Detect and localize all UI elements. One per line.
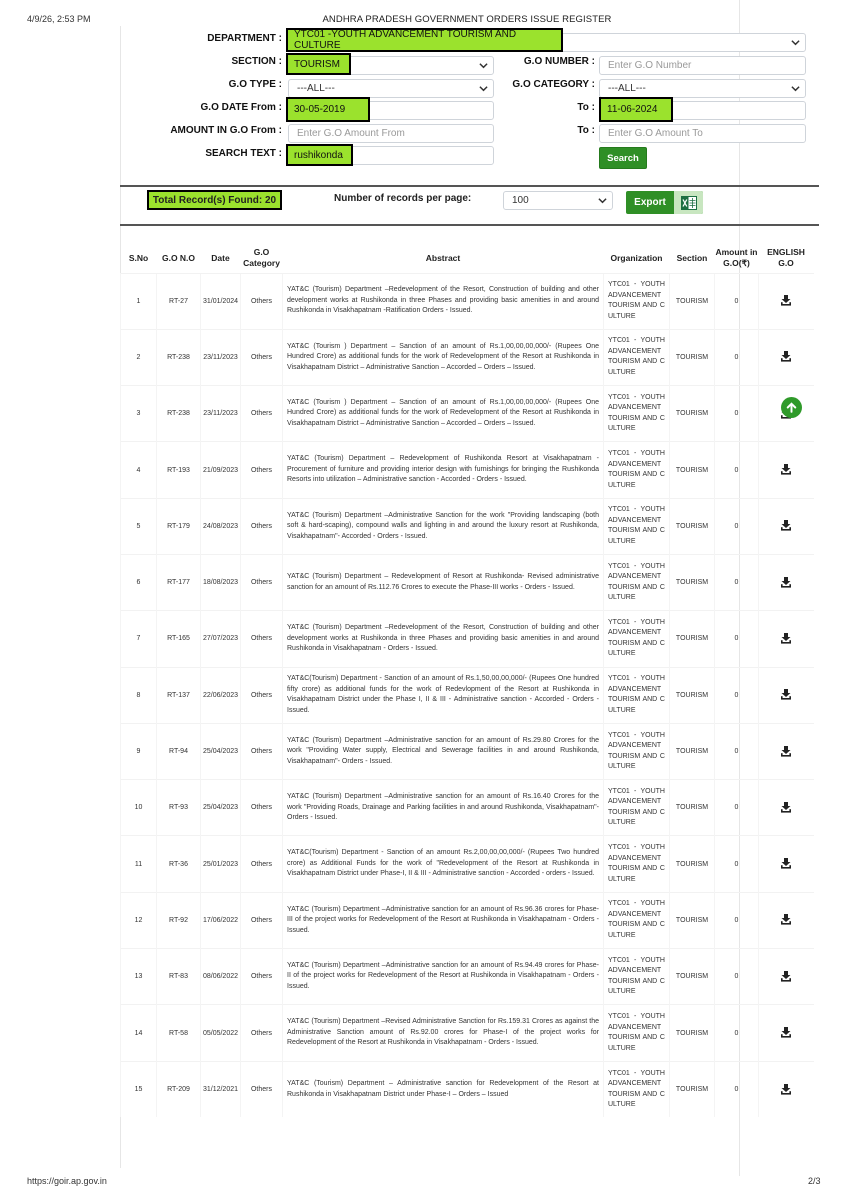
col-header-abstract: Abstract [425, 252, 461, 263]
cell-go-category: Others [241, 780, 283, 836]
cell-section: TOURISM [670, 329, 715, 385]
cell-sno: 10 [121, 780, 157, 836]
cell-go-no: RT-92 [157, 892, 201, 948]
cell-sno: 15 [121, 1061, 157, 1117]
cell-section: TOURISM [670, 723, 715, 779]
cell-date: 27/07/2023 [201, 611, 241, 667]
cell-date: 25/04/2023 [201, 723, 241, 779]
print-url: https://goir.ap.gov.in [27, 1176, 107, 1186]
cell-go-no: RT-36 [157, 836, 201, 892]
cell-english-go [759, 836, 814, 892]
download-icon[interactable] [780, 357, 792, 364]
cell-go-category: Others [241, 273, 283, 329]
cell-abstract: YAT&C (Tourism) Department –Redevelopment of the Resort, Construction of building and other development works at Rushikonda in three Phases and providing basic amenities in and around Rushikonda in Visakhapatnam - Orders - Issued. [283, 611, 604, 667]
col-header-organization: Organization [610, 252, 663, 263]
cell-abstract: YAT&C (Tourism ) Department – Sanction of an amount of Rs.1,00,00,00,000/- (Rupees One Hundred Crore) as additional funds for the work of Redevelopment of the Resort at Rushikonda in Visakhapatnam District – Administrative Sanction – Accorded – Orders – Issued. [283, 386, 604, 442]
cell-organization: YTC01 - YOUTH ADVANCEMENT TOURISM AND C ULTURE [604, 892, 670, 948]
cell-abstract: YAT&C (Tourism) Department –Administrative sanction for an amount of Rs.96.36 crores for Phase-III of the project works for Redevelopment of the Resort at Rushikonda in Visakhapatnam - Orders - Issued. [283, 892, 604, 948]
cell-section: TOURISM [670, 611, 715, 667]
cell-english-go [759, 723, 814, 779]
cell-section: TOURISM [670, 442, 715, 498]
cell-english-go [759, 892, 814, 948]
download-icon[interactable] [780, 583, 792, 590]
cell-english-go [759, 329, 814, 385]
table-row [121, 442, 814, 498]
cell-amount: 0 [715, 1061, 759, 1117]
download-icon[interactable] [780, 920, 792, 927]
col-header-go-no: G.O N.O [161, 252, 196, 263]
cell-go-category: Others [241, 554, 283, 610]
excel-icon [674, 191, 703, 214]
cell-amount: 0 [715, 442, 759, 498]
cell-sno: 14 [121, 1005, 157, 1061]
cell-english-go [759, 611, 814, 667]
table-row [121, 892, 814, 948]
cell-sno: 1 [121, 273, 157, 329]
cell-amount: 0 [715, 386, 759, 442]
go-category-value: ---ALL--- [608, 83, 646, 94]
cell-go-no: RT-93 [157, 780, 201, 836]
cell-english-go [759, 780, 814, 836]
table-row [121, 329, 814, 385]
cell-section: TOURISM [670, 1005, 715, 1061]
date-from-label: G.O DATE From : [200, 102, 282, 113]
cell-go-category: Others [241, 329, 283, 385]
cell-section: TOURISM [670, 554, 715, 610]
go-category-select[interactable] [599, 79, 806, 98]
cell-english-go [759, 667, 814, 723]
cell-abstract: YAT&C (Tourism ) Department – Sanction of an amount of Rs.1,00,00,00,000/- (Rupees One Hundred Crore) as additional funds for the work of Redevelopment of the Resort at Rushikonda in Visakhapatnam District – Administrative Sanction – Accorded – Orders – Issued. [283, 329, 604, 385]
cell-section: TOURISM [670, 836, 715, 892]
cell-go-category: Others [241, 836, 283, 892]
cell-go-no: RT-137 [157, 667, 201, 723]
export-label: Export [634, 197, 666, 208]
table-row [121, 1005, 814, 1061]
table-row [121, 949, 814, 1005]
cell-date: 23/11/2023 [201, 329, 241, 385]
cell-amount: 0 [715, 1005, 759, 1061]
export-button[interactable] [626, 191, 703, 214]
search-text-label: SEARCH TEXT : [205, 148, 282, 159]
page-title: ANDHRA PRADESH GOVERNMENT ORDERS ISSUE REGISTER [322, 14, 612, 25]
cell-section: TOURISM [670, 667, 715, 723]
date-from-value: 30-05-2019 [286, 97, 370, 122]
cell-section: TOURISM [670, 949, 715, 1005]
download-icon[interactable] [780, 864, 792, 871]
cell-amount: 0 [715, 611, 759, 667]
cell-english-go [759, 554, 814, 610]
cell-amount: 0 [715, 498, 759, 554]
cell-section: TOURISM [670, 386, 715, 442]
table-header-row [121, 244, 814, 273]
chevron-down-icon [791, 38, 800, 47]
go-type-label: G.O TYPE : [228, 79, 282, 90]
table-row [121, 554, 814, 610]
download-icon[interactable] [780, 808, 792, 815]
download-icon[interactable] [780, 526, 792, 533]
cell-english-go [759, 1005, 814, 1061]
download-icon[interactable] [780, 470, 792, 477]
cell-section: TOURISM [670, 892, 715, 948]
date-to-label: To : [577, 102, 595, 113]
cell-amount: 0 [715, 949, 759, 1005]
col-header-go-category: G.O Category [243, 247, 280, 269]
cell-amount: 0 [715, 723, 759, 779]
cell-sno: 11 [121, 836, 157, 892]
download-icon[interactable] [780, 752, 792, 759]
amount-to-input[interactable]: Enter G.O Amount To [599, 124, 806, 143]
cell-go-category: Others [241, 949, 283, 1005]
records-per-page-label: Number of records per page: [334, 193, 472, 204]
cell-organization: YTC01 - YOUTH ADVANCEMENT TOURISM AND C ULTURE [604, 273, 670, 329]
cell-english-go [759, 949, 814, 1005]
cell-sno: 12 [121, 892, 157, 948]
cell-go-category: Others [241, 611, 283, 667]
cell-section: TOURISM [670, 273, 715, 329]
print-datetime: 4/9/26, 2:53 PM [27, 14, 91, 24]
cell-abstract: YAT&C (Tourism) Department –Administrative sanction for an amount of Rs.94.49 crores for Phase-II of the project works for Redevelopment of the Resort at Rushikonda in Visakhapatnam - Orders - Issued. [283, 949, 604, 1005]
cell-sno: 8 [121, 667, 157, 723]
download-icon[interactable] [780, 977, 792, 984]
cell-section: TOURISM [670, 780, 715, 836]
cell-go-no: RT-238 [157, 329, 201, 385]
cell-abstract: YAT&C (Tourism) Department – Redevelopment of Resort at Rushikonda- Revised administrative sanction for an amount of Rs.112.76 Crores to execute the Phase-III works - Orders - Issued. [283, 554, 604, 610]
cell-go-no: RT-177 [157, 554, 201, 610]
cell-organization: YTC01 - YOUTH ADVANCEMENT TOURISM AND C ULTURE [604, 611, 670, 667]
amount-from-input[interactable]: Enter G.O Amount From [288, 124, 494, 143]
download-icon[interactable] [780, 1090, 792, 1097]
table-row [121, 723, 814, 779]
go-category-label: G.O CATEGORY : [512, 79, 595, 90]
cell-organization: YTC01 - YOUTH ADVANCEMENT TOURISM AND C ULTURE [604, 498, 670, 554]
cell-date: 25/04/2023 [201, 780, 241, 836]
cell-english-go [759, 442, 814, 498]
download-icon[interactable] [780, 1033, 792, 1040]
cell-organization: YTC01 - YOUTH ADVANCEMENT TOURISM AND C ULTURE [604, 442, 670, 498]
search-button[interactable]: Search [599, 147, 647, 169]
cell-organization: YTC01 - YOUTH ADVANCEMENT TOURISM AND C ULTURE [604, 836, 670, 892]
cell-abstract: YAT&C (Tourism) Department – Administrative sanction for Redevelopment of the Resort at Rushikonda in Visakhapatnam District under Phase-I – Orders – Issued [283, 1061, 604, 1117]
cell-sno: 6 [121, 554, 157, 610]
table-row [121, 611, 814, 667]
cell-go-no: RT-179 [157, 498, 201, 554]
cell-go-no: RT-238 [157, 386, 201, 442]
cell-abstract: YAT&C (Tourism) Department – Redevelopment of Rushikonda Resort at Visakhapatnam - Procurement of furniture and providing interior design with furnishings for bringing the Rushikonda Resorts into utilization – Administrative sanction - Accorded - Orders - Issued. [283, 442, 604, 498]
cell-sno: 4 [121, 442, 157, 498]
cell-abstract: YAT&C (Tourism) Department –Revised Administrative Sanction for Rs.159.31 Crores as against the Administrative Sanction amount of Rs.92.00 crores for Phase-I of the project works for Redevelopment of the Resort at Rushikonda in Visakhapatnam - Orders - Issued. [283, 1005, 604, 1061]
department-selected-value: YTC01 -YOUTH ADVANCEMENT TOURISM AND CULTURE [286, 28, 563, 52]
cell-amount: 0 [715, 667, 759, 723]
cell-date: 18/08/2023 [201, 554, 241, 610]
table-row [121, 1061, 814, 1117]
cell-go-category: Others [241, 723, 283, 779]
go-type-select[interactable] [288, 79, 494, 98]
cell-go-no: RT-209 [157, 1061, 201, 1117]
cell-section: TOURISM [670, 1061, 715, 1117]
go-number-label: G.O NUMBER : [523, 56, 595, 67]
cell-go-category: Others [241, 498, 283, 554]
chevron-down-icon [791, 84, 800, 93]
cell-organization: YTC01 - YOUTH ADVANCEMENT TOURISM AND C ULTURE [604, 329, 670, 385]
cell-go-no: RT-193 [157, 442, 201, 498]
cell-organization: YTC01 - YOUTH ADVANCEMENT TOURISM AND C ULTURE [604, 723, 670, 779]
scroll-to-top-button[interactable] [781, 397, 802, 418]
cell-go-no: RT-165 [157, 611, 201, 667]
cell-organization: YTC01 - YOUTH ADVANCEMENT TOURISM AND C ULTURE [604, 1005, 670, 1061]
cell-amount: 0 [715, 780, 759, 836]
cell-go-no: RT-27 [157, 273, 201, 329]
cell-abstract: YAT&C (Tourism) Department –Administrative sanction for an amount of Rs.29.80 Crores for the work "Providing Water supply, Electrical and Sewerage facilities in and around Rushikonda, Visakhapatnam"- Orders - Issued. [283, 723, 604, 779]
table-row [121, 836, 814, 892]
cell-amount: 0 [715, 836, 759, 892]
cell-abstract: YAT&C (Tourism) Department –Administrative sanction for an amount of Rs.16.40 Crores for the work "Providing Roads, Drainage and Parking facilities in and around Rushikonda, Visakhapatnam"- Orders - Issued. [283, 780, 604, 836]
download-icon[interactable] [780, 301, 792, 308]
cell-date: 21/09/2023 [201, 442, 241, 498]
arrow-up-icon [785, 401, 798, 414]
download-icon[interactable] [780, 695, 792, 702]
col-header-english-go: ENGLISH G.O [767, 247, 805, 269]
cell-organization: YTC01 - YOUTH ADVANCEMENT TOURISM AND C ULTURE [604, 667, 670, 723]
cell-go-no: RT-83 [157, 949, 201, 1005]
divider [120, 224, 819, 226]
records-per-page-select[interactable] [503, 191, 613, 210]
col-header-section: Section [676, 252, 708, 263]
cell-date: 17/06/2022 [201, 892, 241, 948]
cell-section: TOURISM [670, 498, 715, 554]
table-row [121, 273, 814, 329]
results-table [120, 244, 814, 1117]
cell-english-go [759, 273, 814, 329]
print-page-number: 2/3 [808, 1176, 821, 1186]
cell-amount: 0 [715, 329, 759, 385]
cell-date: 23/11/2023 [201, 386, 241, 442]
cell-date: 05/05/2022 [201, 1005, 241, 1061]
cell-go-category: Others [241, 442, 283, 498]
divider [120, 185, 819, 187]
cell-sno: 9 [121, 723, 157, 779]
cell-date: 25/01/2023 [201, 836, 241, 892]
cell-go-no: RT-58 [157, 1005, 201, 1061]
cell-date: 31/12/2021 [201, 1061, 241, 1117]
col-header-amount: Amount in G.O(₹) [715, 247, 758, 269]
cell-english-go [759, 1061, 814, 1117]
total-records-badge: Total Record(s) Found: 20 [147, 190, 282, 210]
cell-date: 22/06/2023 [201, 667, 241, 723]
cell-date: 24/08/2023 [201, 498, 241, 554]
cell-organization: YTC01 - YOUTH ADVANCEMENT TOURISM AND C ULTURE [604, 1061, 670, 1117]
cell-amount: 0 [715, 892, 759, 948]
cell-abstract: YAT&C(Tourism) Department - Sanction of an amount of Rs.1,50,00,00,000/- (Rupees One hundred fifty crore) as additional funds for the work of Redevlopment of the Resort at Rushikonda in Visakhapatnam District under the Phase I, II & III - Administrative sanction - Accorded - Orders - Issued. [283, 667, 604, 723]
table-row [121, 498, 814, 554]
cell-abstract: YAT&C (Tourism) Department –Administrative Sanction for the work "Providing landscaping (both soft & hard-scaping), compound walls and lighting in and around the luxury resort at Rushikonda, Visakhapatnam"- Accorded - Orders - Issued. [283, 498, 604, 554]
table-row [121, 386, 814, 442]
col-header-sno: S.No [128, 252, 149, 263]
cell-organization: YTC01 - YOUTH ADVANCEMENT TOURISM AND C ULTURE [604, 780, 670, 836]
cell-go-category: Others [241, 386, 283, 442]
cell-abstract: YAT&C(Tourism) Department - Sanction of an amount Rs.2,00,00,00,000/- (Rupees Two hundred crore) as Additional Funds for the work of "Redevelopment of the Resort at Rushikonda in Visakhapatnam District under Phase-I, II & III - Administrative sanction - Accorded - orders - Issued. [283, 836, 604, 892]
cell-sno: 2 [121, 329, 157, 385]
table-row [121, 667, 814, 723]
cell-date: 31/01/2024 [201, 273, 241, 329]
cell-sno: 7 [121, 611, 157, 667]
col-header-date: Date [211, 252, 230, 263]
records-per-page-value: 100 [512, 195, 529, 206]
section-label: SECTION : [231, 56, 282, 67]
cell-go-category: Others [241, 1005, 283, 1061]
go-number-input[interactable]: Enter G.O Number [599, 56, 806, 75]
cell-organization: YTC01 - YOUTH ADVANCEMENT TOURISM AND C ULTURE [604, 554, 670, 610]
table-row [121, 780, 814, 836]
cell-sno: 13 [121, 949, 157, 1005]
cell-date: 08/06/2022 [201, 949, 241, 1005]
chevron-down-icon [598, 196, 607, 205]
cell-go-category: Others [241, 892, 283, 948]
cell-amount: 0 [715, 554, 759, 610]
amount-from-label: AMOUNT IN G.O From : [170, 125, 282, 136]
cell-abstract: YAT&C (Tourism) Department –Redevelopment of the Resort, Construction of building and other development works at Rushikonda in three Phases and providing basic amenities in and around Rushikonda in Visakhapatnam -Ratification Orders - Issued. [283, 273, 604, 329]
go-type-value: ---ALL--- [297, 83, 335, 94]
cell-sno: 3 [121, 386, 157, 442]
download-icon[interactable] [780, 639, 792, 646]
section-selected-value: TOURISM [286, 53, 351, 75]
cell-organization: YTC01 - YOUTH ADVANCEMENT TOURISM AND C ULTURE [604, 949, 670, 1005]
cell-organization: YTC01 - YOUTH ADVANCEMENT TOURISM AND C ULTURE [604, 386, 670, 442]
cell-go-no: RT-94 [157, 723, 201, 779]
cell-sno: 5 [121, 498, 157, 554]
cell-go-category: Others [241, 667, 283, 723]
cell-go-category: Others [241, 1061, 283, 1117]
amount-to-label: To : [577, 125, 595, 136]
cell-english-go [759, 498, 814, 554]
date-to-value: 11-06-2024 [599, 97, 673, 122]
cell-amount: 0 [715, 273, 759, 329]
search-text-value: rushikonda [286, 144, 353, 166]
department-label: DEPARTMENT : [207, 33, 282, 44]
